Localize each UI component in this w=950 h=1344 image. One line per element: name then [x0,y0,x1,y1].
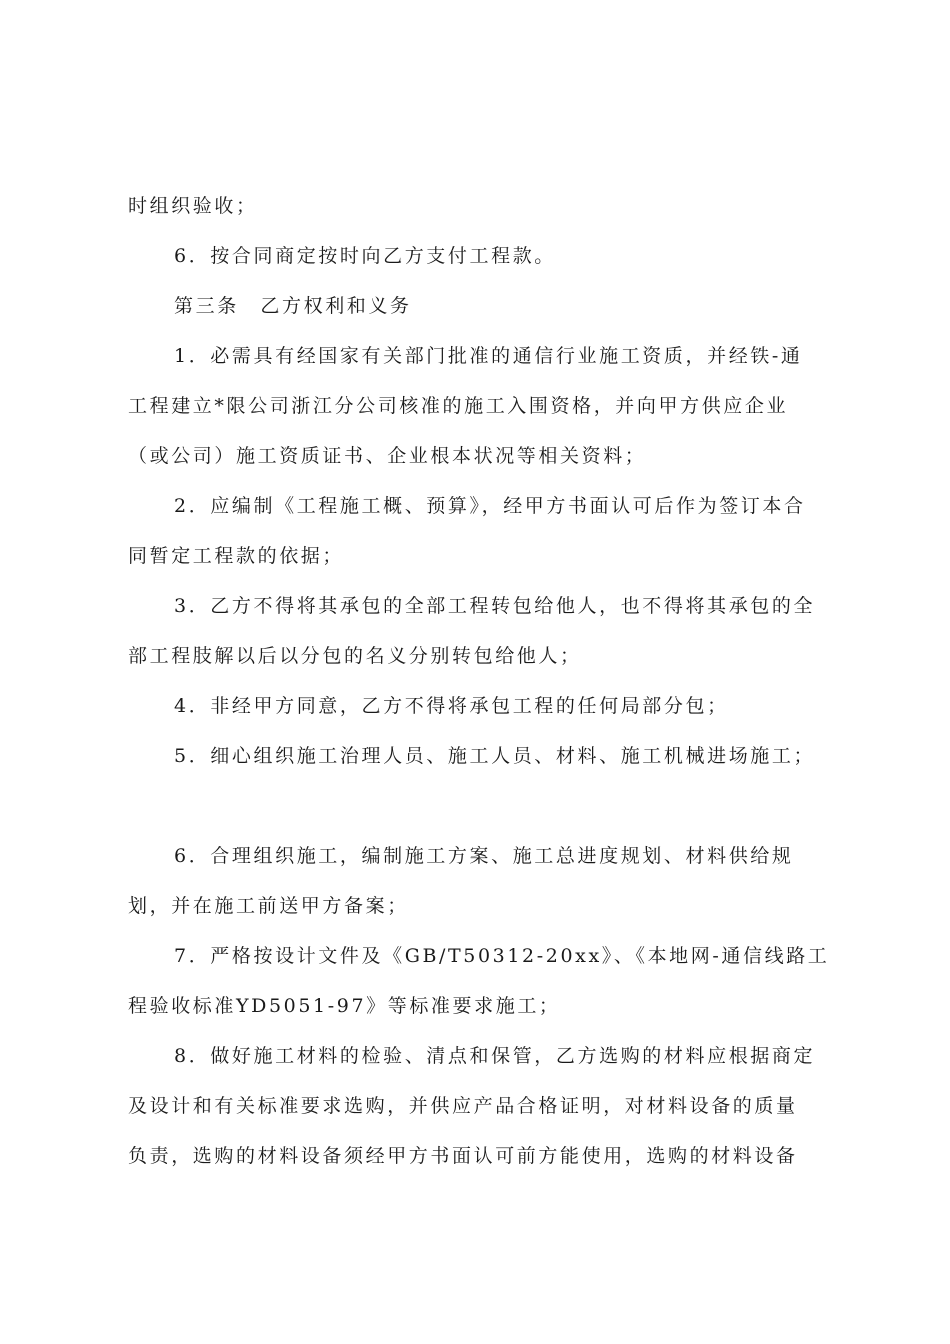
text-line-11: 4．非经甲方同意，乙方不得将承包工程的任何局部分包； [174,695,729,717]
text-line-10: 部工程肢解以后以分包的名义分别转包给他人； [128,645,582,667]
text-line-7: 2．应编制《工程施工概、预算》，经甲方书面认可后作为签订本合 [174,495,806,517]
text-line-6: （或公司）施工资质证书、企业根本状况等相关资料； [128,445,647,467]
text-line-4: 1．必需具有经国家有关部门批准的通信行业施工资质，并经铁-通 [174,345,803,367]
text-line-1: 时组织验收； [128,195,258,217]
text-line-2: 6．按合同商定按时向乙方支付工程款。 [174,245,556,267]
text-line-5: 工程建立*限公司浙江分公司核准的施工入围资格，并向甲方供应企业 [128,395,789,417]
text-line-8: 同暂定工程款的依据； [128,545,345,567]
section-heading: 第三条 乙方权利和义务 [174,295,412,317]
text-line-19: 负责，选购的材料设备须经甲方书面认可前方能使用，选购的材料设备 [128,1145,798,1167]
text-line-12: 5．细心组织施工治理人员、施工人员、材料、施工机械进场施工； [174,745,816,767]
text-line-14: 划，并在施工前送甲方备案； [128,895,409,917]
text-line-13: 6．合理组织施工，编制施工方案、施工总进度规划、材料供给规 [174,845,794,867]
text-line-17: 8．做好施工材料的检验、清点和保管，乙方选购的材料应根据商定 [174,1045,816,1067]
text-line-9: 3．乙方不得将其承包的全部工程转包给他人，也不得将其承包的全 [174,595,816,617]
text-line-15: 7．严格按设计文件及《GB/T50312-20xx》、《本地网-通信线路工 [174,945,830,967]
text-line-18: 及设计和有关标准要求选购，并供应产品合格证明，对材料设备的质量 [128,1095,798,1117]
text-line-16: 程验收标准YD5051-97》等标准要求施工； [128,995,561,1017]
